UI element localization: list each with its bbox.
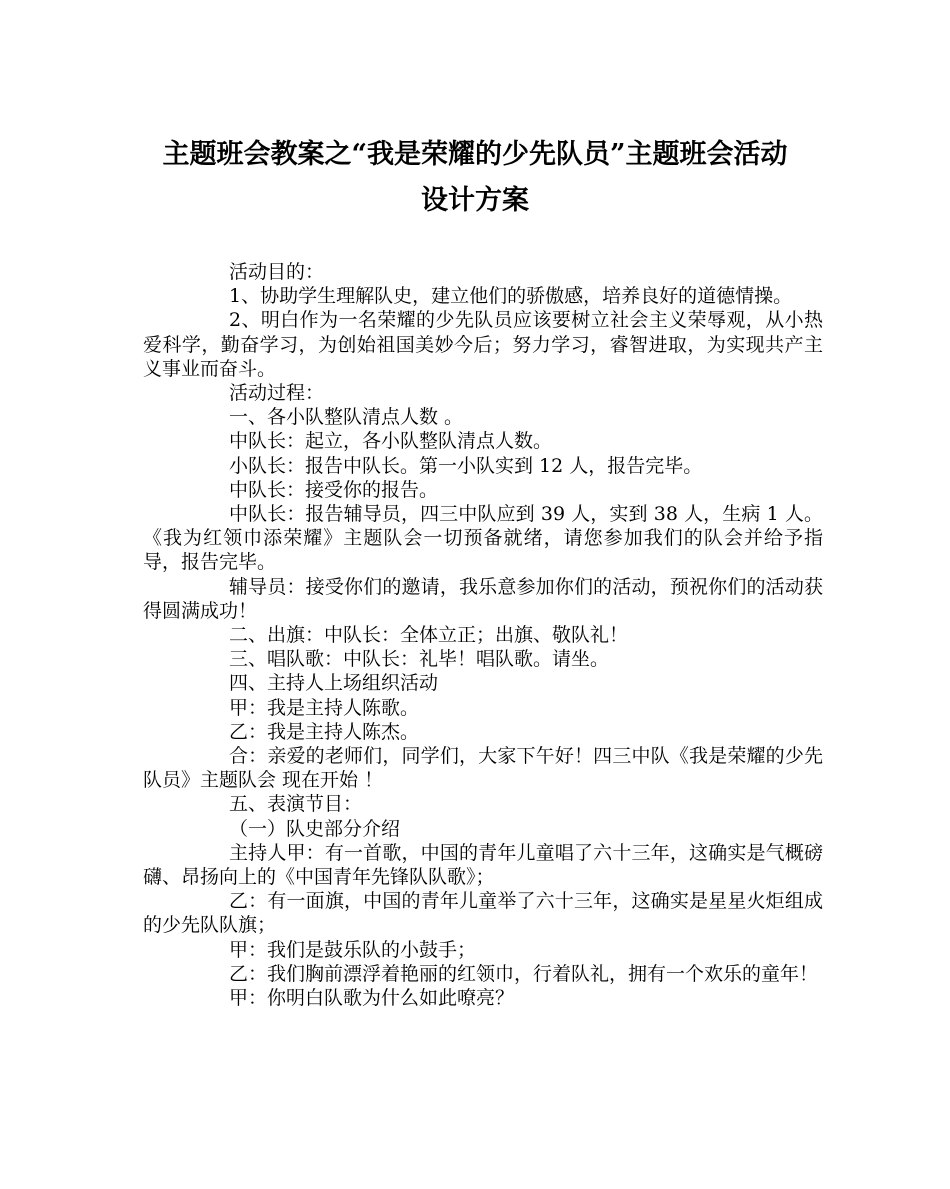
paragraph: 一、各小队整队清点人数 。 <box>229 406 464 429</box>
paragraph: 甲：我是主持人陈歌。 <box>229 696 420 719</box>
paragraph: 中队长：报告辅导员，四三中队应到 39 人，实到 38 人，生病 1 人。《我为红领巾添荣耀》主题队会一切预备就绪，请您参加我们的队会并给予指导，报告完毕。 <box>143 503 823 574</box>
paragraph: 中队长：起立，各小队整队清点人数。 <box>229 430 553 453</box>
paragraph: （一）队史部分介绍 <box>229 817 401 840</box>
paragraph: 2、明白作为一名荣耀的少先队员应该要树立社会主义荣辱观，从小热爱科学，勤奋学习，为创始祖国美妙今后；努力学习，睿智进取，为实现共产主义事业而奋斗。 <box>143 309 823 380</box>
title-line-2: 设计方案 <box>421 185 529 216</box>
paragraph: 乙：有一面旗，中国的青年儿童举了六十三年，这确实是星星火炬组成的少先队队旗； <box>143 890 823 937</box>
paragraph: 四、主持人上场组织活动 <box>229 672 439 695</box>
paragraph: 1、协助学生理解队史，建立他们的骄傲感，培养良好的道德情操。 <box>229 285 793 308</box>
paragraph: 乙：我们胸前漂浮着艳丽的红领巾，行着队礼，拥有一个欢乐的童年！ <box>229 962 819 985</box>
paragraph: 活动过程： <box>229 382 325 405</box>
paragraph: 甲：你明白队歌为什么如此嘹亮？ <box>229 987 515 1010</box>
paragraph: 主持人甲：有一首歌，中国的青年儿童唱了六十三年，这确实是气概磅礴、昂扬向上的《中国青年先锋队队歌》； <box>143 841 823 889</box>
paragraph: 二、出旗：中队长：全体立正；出旗、敬队礼！ <box>229 624 629 647</box>
paragraph: 甲：我们是鼓乐队的小鼓手； <box>229 938 477 961</box>
paragraph: 小队长：报告中队长。第一小队实到 12 人，报告完毕。 <box>229 454 703 477</box>
title-line-1: 主题班会教案之“我是荣耀的少先队员”主题班会活动 <box>162 139 788 170</box>
paragraph: 活动目的： <box>229 261 325 283</box>
paragraph: 三、唱队歌：中队长：礼毕！唱队歌。请坐。 <box>229 648 610 671</box>
paragraph: 五、表演节目： <box>229 793 363 816</box>
paragraph: 合：亲爱的老师们，同学们，大家下午好！四三中队《我是荣耀的少先队员》主题队会 现在开始 ！ <box>143 745 823 792</box>
paragraph: 中队长：接受你的报告。 <box>229 478 439 501</box>
paragraph: 辅导员：接受你们的邀请，我乐意参加你们的活动，预祝你们的活动获得圆满成功！ <box>143 575 823 622</box>
document-title <box>130 132 820 224</box>
document-body <box>143 260 823 1010</box>
paragraph: 乙：我是主持人陈杰。 <box>229 720 420 743</box>
